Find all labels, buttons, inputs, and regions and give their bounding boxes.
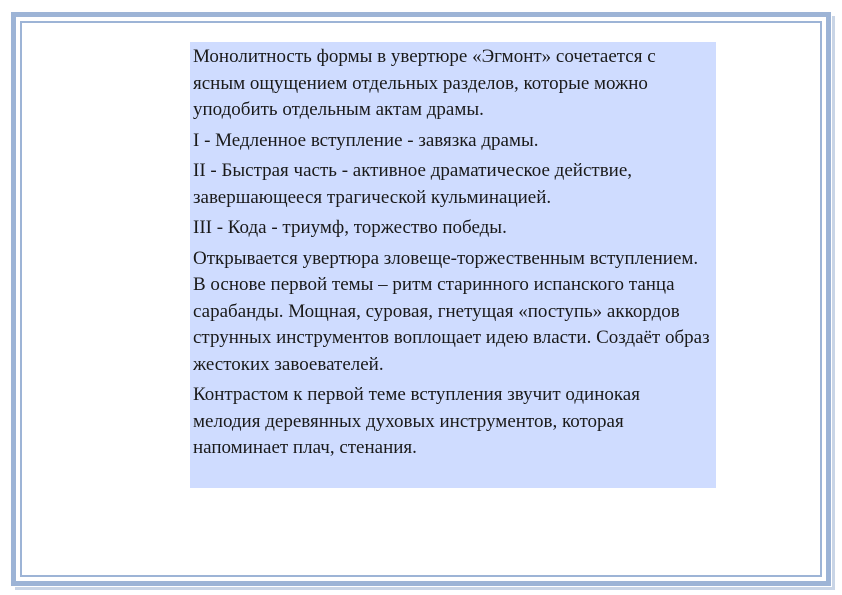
paragraph-intro: Монолитность формы в увертюре «Эгмонт» сочетается с ясным ощущением отдельных разделов, которые можно уподобить отдельным актам драмы.: [193, 46, 656, 120]
paragraph-first-theme: Открывается увертюра зловеще-торжественным вступлением. В основе первой темы – ритм старинного испанского танца сарабанды. Мощная, суровая, гнетущая «поступь» аккордов струнных инструментов воплощает идею власти. Создаёт образ жестоких завоевателей.: [193, 247, 710, 375]
text-box: [190, 42, 716, 488]
paragraph-section-3: III - Кода - триумф, торжество победы.: [193, 217, 507, 238]
paragraph-contrast-theme: Контрастом к первой теме вступления звучит одинокая мелодия деревянных духовых инструментов, которая напоминает плач, стенания.: [193, 384, 640, 458]
paragraph-section-1: I - Медленное вступление - завязка драмы.: [193, 129, 539, 151]
paragraph-section-2: II - Быстрая часть - активное драматическое действие, завершающееся трагической кульминацией.: [193, 160, 633, 208]
